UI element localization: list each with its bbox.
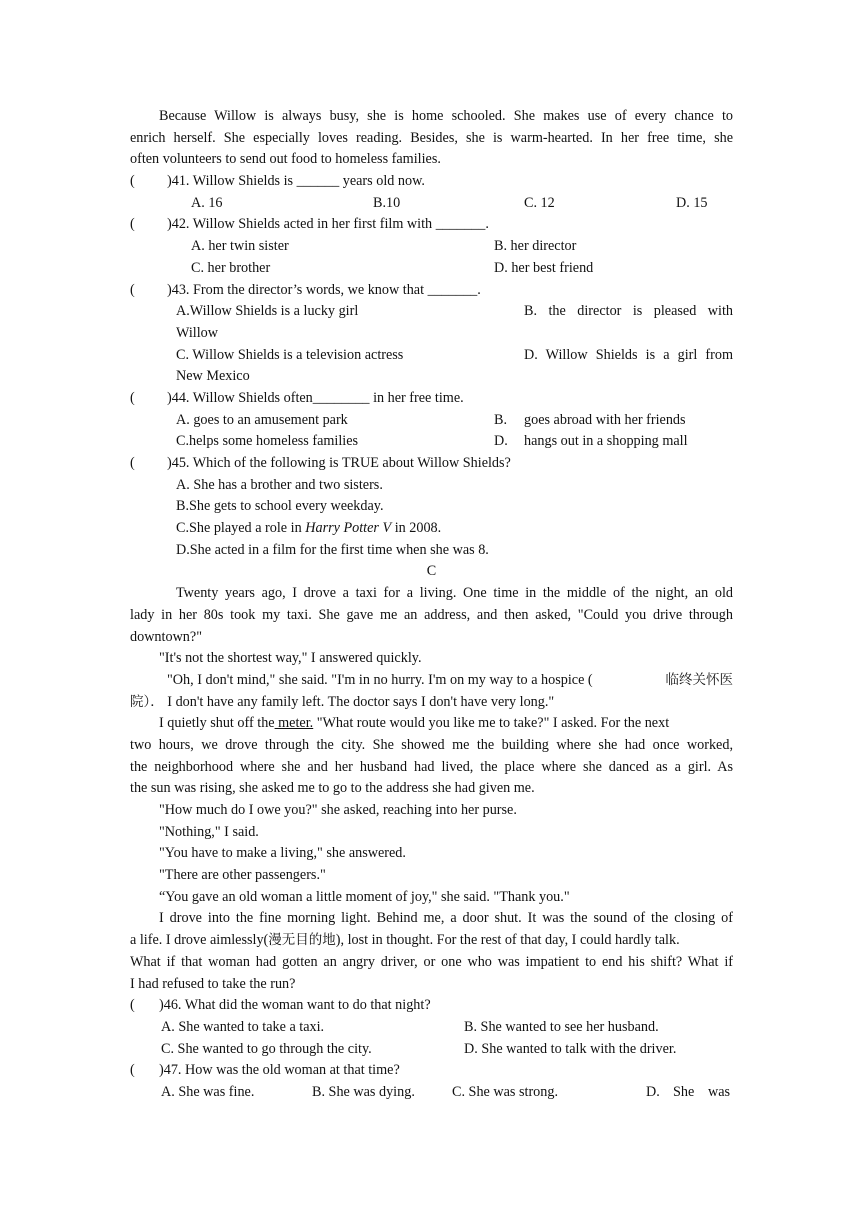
passage-line: "Nothing," I said.: [159, 823, 259, 840]
options-row: [130, 1017, 733, 1039]
option-c: C. 12: [524, 194, 555, 211]
passage-line: Twenty years ago, I drove a taxi for a living. One time in the middle of the night, an old: [176, 585, 733, 602]
answer-blank-open: (: [130, 173, 135, 190]
option-d-continued: New Mexico: [176, 368, 250, 385]
passage-line: "How much do I owe you?" she asked, reaching into her purse.: [159, 802, 517, 818]
question-stem: )41. Willow Shields is ______ years old now.: [167, 173, 425, 190]
options-row: [130, 431, 733, 453]
option-b: B. the director is pleased with: [524, 303, 733, 320]
answer-blank-open: (: [130, 216, 135, 233]
question-stem: )45. Which of the following is TRUE about Willow Shields?: [167, 455, 511, 471]
question-41: [130, 171, 733, 193]
options-row: [130, 1039, 733, 1061]
question-stem: )46. What did the woman want to do that night?: [159, 997, 431, 1014]
chinese-gloss: 漫无目的地: [268, 932, 336, 949]
passage-line: I drove into the fine morning light. Behind me, a door shut. It was the sound of the closing of: [159, 910, 733, 927]
option-a: A. goes to an amusement park: [176, 411, 348, 428]
option-b-letter: B.: [494, 411, 508, 428]
options-row: [130, 410, 733, 432]
answer-blank-open: (: [130, 389, 135, 406]
options-row: [130, 366, 733, 388]
option-b: B. She wanted to see her husband.: [464, 1018, 659, 1035]
passage-line: Because Willow is always busy, she is home schooled. She makes use of every chance to: [159, 108, 733, 124]
question-42: [130, 214, 733, 236]
passage-line: I had refused to take the run?: [130, 975, 296, 992]
options-row: [130, 540, 733, 562]
option-d: D. her best friend: [494, 259, 594, 276]
question-46: [130, 995, 733, 1017]
passage-line: "There are other passengers.": [159, 867, 326, 884]
option-c: C. Willow Shields is a television actress: [176, 346, 404, 363]
options-row: [130, 496, 733, 518]
option-c: C.She played a role in Harry Potter V in 2008.: [176, 520, 442, 537]
option-d: D.She acted in a film for the first time when she was 8.: [176, 541, 489, 558]
option-d: hangs out in a shopping mall: [524, 433, 688, 450]
passage-line: the sun was rising, she asked me to go to the address she had given me.: [130, 780, 535, 797]
options-row: [130, 301, 733, 323]
question-47: [130, 1060, 733, 1082]
chinese-gloss: 院）．: [130, 693, 164, 710]
options-row: [130, 236, 733, 258]
options-row: [130, 475, 733, 497]
option-a: A. She was fine.: [161, 1083, 255, 1100]
passage-line: lady in her 80s took my taxi. She gave me an address, and then asked, "Could you drive through: [130, 606, 733, 623]
passage-line: the neighborhood where she and her husband had lived, the place where she danced as a girl. As: [130, 758, 733, 775]
passage-line: "Oh, I don't mind," she said. "I'm in no hurry. I'm on my way to a hospice ( 临终关怀医: [130, 670, 733, 692]
question-stem: )42. Willow Shields acted in her first film with _______.: [167, 216, 489, 233]
answer-blank-open: (: [130, 997, 135, 1014]
option-d: D. 15: [676, 194, 708, 211]
passage-line: downtown?": [130, 628, 202, 645]
option-a: A. She wanted to take a taxi.: [161, 1018, 325, 1035]
option-d-word: was: [708, 1083, 731, 1100]
passage-line: enrich herself. She especially loves reading. Besides, she is warm-hearted. In her free time, she: [130, 129, 733, 146]
question-stem: )44. Willow Shields often________ in her free time.: [167, 389, 464, 406]
option-d-letter: D.: [494, 433, 508, 450]
option-b: B.She gets to school every weekday.: [176, 498, 384, 515]
passage-line: "You have to make a living," she answered.: [159, 845, 406, 862]
question-44: [130, 388, 733, 410]
option-b: B. her director: [494, 238, 577, 255]
question-43: [130, 280, 733, 302]
question-stem: )47. How was the old woman at that time?: [159, 1062, 400, 1079]
passage-line: two hours, we drove through the city. She showed me the building where she had once worked,: [130, 736, 733, 753]
option-c: C.helps some homeless families: [176, 433, 359, 450]
option-c: C. her brother: [191, 259, 271, 276]
option-d: D. She wanted to talk with the driver.: [464, 1040, 677, 1057]
underlined-word: meter.: [274, 715, 314, 732]
option-a: A. She has a brother and two sisters.: [176, 476, 383, 493]
option-b: B.10: [373, 194, 401, 211]
option-a: A. her twin sister: [191, 238, 289, 255]
section-heading: C: [426, 563, 437, 580]
option-a: A. 16: [191, 194, 223, 211]
option-d-letter: D.: [646, 1083, 660, 1100]
passage-line: a life. I drove aimlessly(漫无目的地), lost in thought. For the rest of that day, I could hardly talk.: [130, 932, 680, 949]
option-b: goes abroad with her friends: [524, 411, 686, 428]
options-row: [130, 258, 733, 280]
option-c: C. She wanted to go through the city.: [161, 1040, 372, 1057]
option-a: A.Willow Shields is a lucky girl: [176, 303, 359, 320]
options-row: [130, 1082, 733, 1104]
answer-blank-open: (: [130, 455, 135, 471]
options-row: [130, 518, 733, 540]
chinese-gloss: 临终关怀医: [665, 671, 733, 688]
option-c: C. She was strong.: [452, 1083, 559, 1100]
passage-line: “You gave an old woman a little moment of joy," she said. "Thank you.": [159, 888, 570, 905]
answer-blank-open: (: [130, 281, 135, 298]
film-title: Harry Potter V: [305, 520, 392, 537]
question-stem: )43. From the director’s words, we know that _______.: [167, 281, 481, 298]
option-b: B. She was dying.: [312, 1083, 415, 1100]
passage-line: "It's not the shortest way," I answered quickly.: [159, 650, 422, 667]
option-d: D. Willow Shields is a girl from: [524, 346, 733, 363]
passage-line: I quietly shut off the meter. "What route would you like me to take?" I asked. For the next: [159, 715, 670, 732]
options-row: [130, 193, 733, 215]
question-45: [130, 453, 733, 475]
option-d-word: She: [673, 1083, 695, 1100]
passage-line: often volunteers to send out food to homeless families.: [130, 151, 441, 168]
passage-line: What if that woman had gotten an angry driver, or one who was impatient to end his shift? What if: [130, 953, 733, 970]
passage-line: 院）． I don't have any family left. The doctor says I don't have very long.": [130, 693, 555, 710]
options-row: [130, 323, 733, 345]
option-b-continued: Willow: [176, 324, 218, 341]
answer-blank-open: (: [130, 1062, 135, 1079]
document-page: [130, 106, 733, 1104]
options-row: [130, 345, 733, 367]
